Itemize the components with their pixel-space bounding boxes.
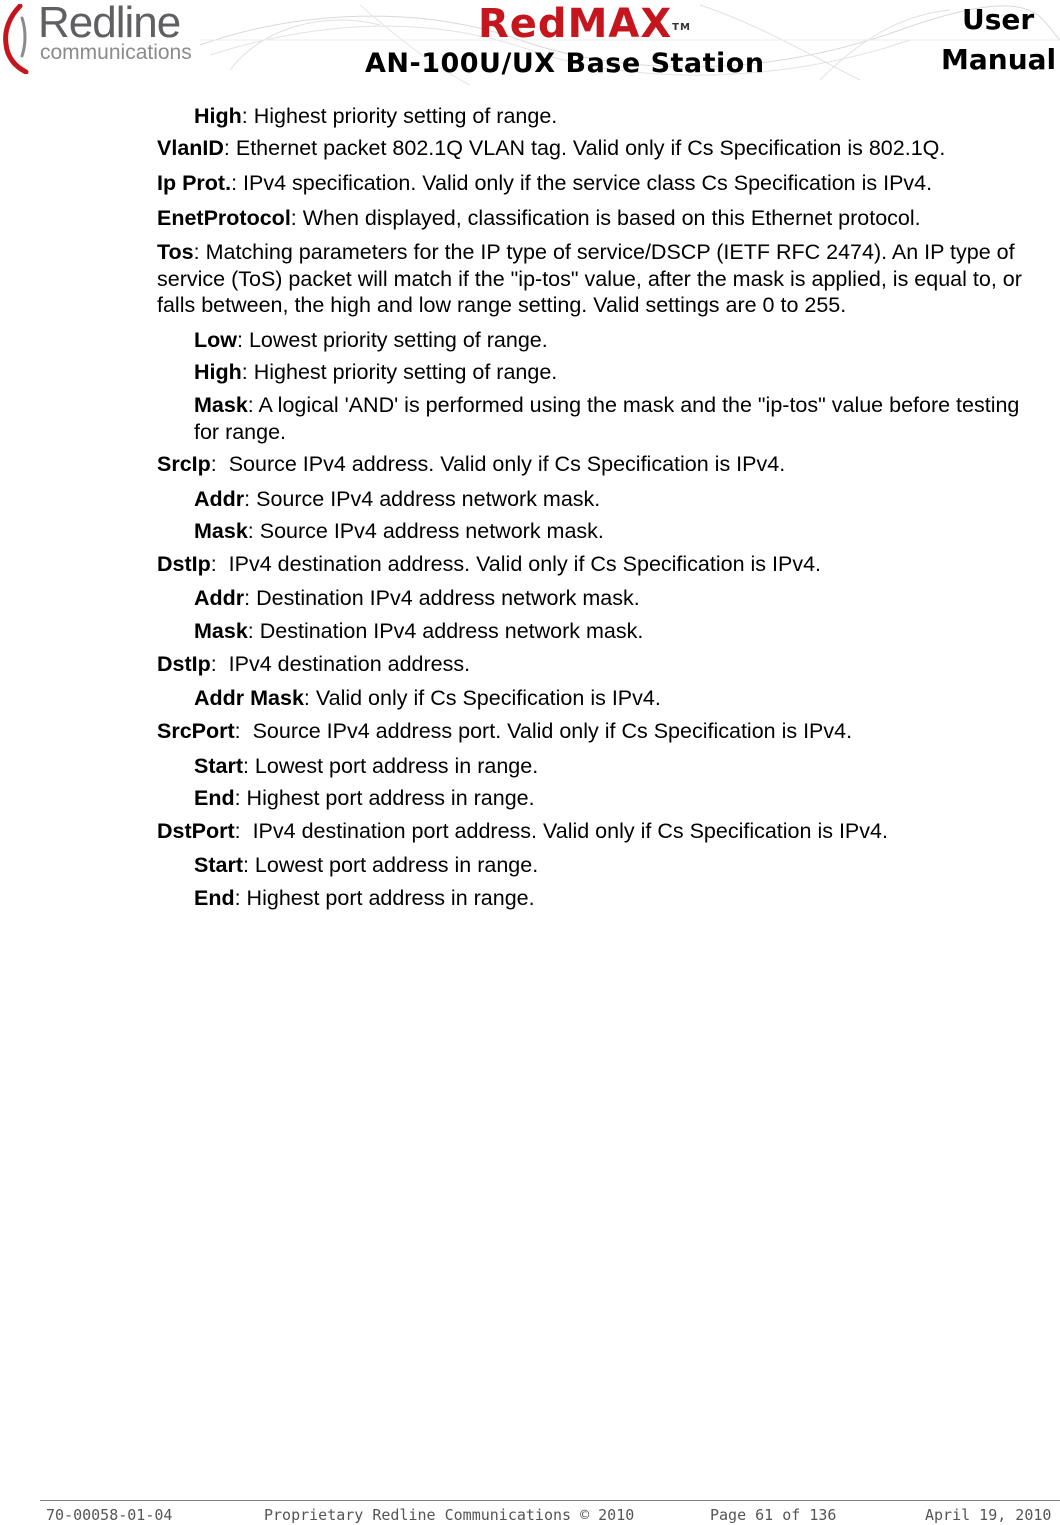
entry-term: Addr Mask bbox=[194, 686, 304, 710]
entry-high bbox=[194, 359, 557, 385]
entry-desc: : Highest priority setting of range. bbox=[241, 360, 558, 384]
entry-term: Low bbox=[194, 328, 237, 352]
redline-logo-icon bbox=[0, 4, 36, 74]
entry-term: High bbox=[194, 360, 242, 384]
entry-vlanid bbox=[157, 135, 945, 161]
entry-desc: : Matching parameters for the IP type of service/DSCP (IETF RFC 2474). An IP type of service (ToS) packet will match if the "ip-tos" value, after the mask is applied, is equal to, or falls between, the high and low range setting. Valid settings are 0 to 255. bbox=[157, 240, 1022, 317]
entry-desc: : Valid only if Cs Specification is IPv4. bbox=[303, 686, 661, 710]
page-header bbox=[0, 0, 1060, 90]
entry-desc: : IPv4 specification. Valid only if the service class Cs Specification is IPv4. bbox=[231, 171, 933, 195]
entry-start bbox=[194, 753, 538, 779]
brand-trademark: TM bbox=[672, 22, 691, 33]
entry-desc: : Lowest priority setting of range. bbox=[237, 328, 548, 352]
entry-addr bbox=[194, 585, 640, 611]
entry-term: Addr bbox=[194, 586, 245, 610]
entry-addr-mask bbox=[194, 685, 661, 711]
doc-type-manual: Manual bbox=[941, 43, 1057, 76]
entry-desc: : Source IPv4 address network mask. bbox=[244, 487, 601, 511]
brand-red: Red bbox=[478, 1, 568, 47]
entry-term: EnetProtocol bbox=[157, 206, 291, 230]
entry-dstport bbox=[157, 818, 888, 844]
entry-desc: : IPv4 destination address. bbox=[210, 652, 471, 676]
entry-desc: : Destination IPv4 address network mask. bbox=[247, 619, 644, 643]
entry-term: DstIp bbox=[157, 652, 211, 676]
entry-term: Mask bbox=[194, 519, 248, 543]
entry-term: High bbox=[194, 104, 242, 128]
footer-date: April 19, 2010 bbox=[925, 1506, 1052, 1524]
entry-dstip bbox=[157, 551, 821, 577]
entry-addr bbox=[194, 486, 600, 512]
entry-desc: : Destination IPv4 address network mask. bbox=[244, 586, 640, 610]
footer-page-number: Page 61 of 136 bbox=[710, 1506, 837, 1524]
company-name: Redline bbox=[38, 0, 181, 47]
entry-term: Start bbox=[194, 853, 243, 877]
entry-desc: : Lowest port address in range. bbox=[242, 754, 539, 778]
footer-copyright: Proprietary Redline Communications © 2010 bbox=[264, 1506, 635, 1524]
footer-doc-number: 70-00058-01-04 bbox=[46, 1506, 173, 1524]
entry-term: DstPort bbox=[157, 819, 235, 843]
brand-logo bbox=[478, 2, 691, 46]
entry-term: SrcIp bbox=[157, 452, 211, 476]
company-subtitle: communications bbox=[40, 41, 192, 64]
entry-term: VlanID bbox=[157, 136, 224, 160]
entry-desc: : A logical 'AND' is performed using the mask and the "ip-tos" value before testing for range. bbox=[194, 393, 1020, 444]
entry-dstip bbox=[157, 651, 470, 677]
entry-term: Start bbox=[194, 754, 243, 778]
entry-desc: : Source IPv4 address port. Valid only if Cs Specification is IPv4. bbox=[234, 719, 853, 743]
entry-desc: : Lowest port address in range. bbox=[242, 853, 539, 877]
entry-desc: : Source IPv4 address. Valid only if Cs Specification is IPv4. bbox=[210, 452, 786, 476]
entry-mask bbox=[194, 618, 643, 644]
entry-desc: : Highest port address in range. bbox=[234, 886, 535, 910]
entry-term: Addr bbox=[194, 487, 245, 511]
entry-high bbox=[194, 103, 557, 129]
entry-term: Mask bbox=[194, 393, 248, 417]
entry-desc: : When displayed, classification is based on this Ethernet protocol. bbox=[290, 206, 921, 230]
entry-term: Tos bbox=[157, 240, 194, 264]
entry-desc: : IPv4 destination address. Valid only if Cs Specification is IPv4. bbox=[210, 552, 822, 576]
product-title: AN-100U/UX Base Station bbox=[365, 48, 765, 79]
entry-desc: : Ethernet packet 802.1Q VLAN tag. Valid only if Cs Specification is 802.1Q. bbox=[223, 136, 946, 160]
entry-tos bbox=[157, 239, 1057, 319]
entry-enetprotocol bbox=[157, 205, 921, 231]
entry-end bbox=[194, 885, 535, 911]
entry-desc: : Highest priority setting of range. bbox=[241, 104, 558, 128]
entry-term: DstIp bbox=[157, 552, 211, 576]
entry-start bbox=[194, 852, 538, 878]
entry-term: SrcPort bbox=[157, 719, 235, 743]
entry-desc: : IPv4 destination port address. Valid only if Cs Specification is IPv4. bbox=[234, 819, 888, 843]
entry-desc: : Source IPv4 address network mask. bbox=[247, 519, 604, 543]
entry-srcip bbox=[157, 451, 785, 477]
entry-term: End bbox=[194, 886, 235, 910]
entry-term: End bbox=[194, 786, 235, 810]
footer-divider bbox=[40, 1500, 1060, 1501]
entry-mask bbox=[194, 518, 604, 544]
brand-max: MAX bbox=[567, 1, 673, 47]
entry-term: Mask bbox=[194, 619, 248, 643]
entry-srcport bbox=[157, 718, 852, 744]
doc-type-user: User bbox=[962, 3, 1035, 36]
entry-end bbox=[194, 785, 535, 811]
entry-desc: : Highest port address in range. bbox=[234, 786, 535, 810]
entry-mask bbox=[194, 392, 1024, 445]
entry-term: Ip Prot. bbox=[157, 171, 232, 195]
entry-low bbox=[194, 327, 548, 353]
entry-ip-prot bbox=[157, 170, 932, 196]
